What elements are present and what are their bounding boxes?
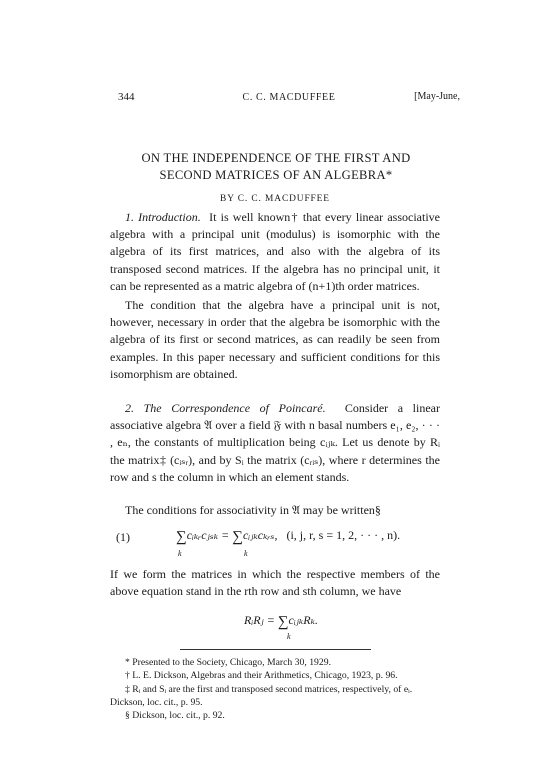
- equation-number: (1): [116, 530, 130, 544]
- paragraph-text: The conditions for associativity in 𝔄 may be written§: [125, 503, 381, 517]
- footnote: * Presented to the Society, Chicago, March 30, 1929.: [125, 657, 331, 668]
- associativity-equation: [176, 528, 400, 546]
- title-line-1: ON THE INDEPENDENCE OF THE FIRST AND: [141, 151, 411, 165]
- section-2-paragraph-1: [110, 400, 440, 486]
- product-equation: [244, 613, 318, 631]
- eq2-rhs: cᵢⱼₖRₖ.: [288, 613, 319, 627]
- eq1-rhs: cᵢⱼₖcₖᵣₛ,: [242, 528, 278, 542]
- sum-index-2: k: [244, 549, 248, 558]
- paragraph-text: It is well known† that every linear associative algebra with a principal unit (modulus) is isomorphic with the algebra of its first matrices, and also with the algebra of its transposed second matrices. If the algebra has no principal unit, it can be represented as a matric algebra of (n+1)th order matrices.: [110, 210, 441, 293]
- sum-symbol: ∑: [277, 614, 289, 630]
- eq2-lhs: RᵢRⱼ =: [244, 613, 275, 627]
- eq1-condition: (i, j, r, s = 1, 2, · · · , n).: [286, 528, 401, 542]
- issue-date: [May-June,: [414, 91, 460, 102]
- eq1-lhs: cᵢₖᵣcⱼₛₖ =: [186, 528, 230, 542]
- title-line-2: SECOND MATRICES OF AN ALGEBRA*: [159, 168, 393, 182]
- footnote: ‡ Rᵢ and Sᵢ are the first and transposed second matrices, respectively, of eᵢ. Dickson, loc. cit., p. 95.: [110, 683, 413, 708]
- section-1-paragraph-2: [110, 297, 440, 383]
- section-2-paragraph-3: [110, 566, 440, 600]
- paragraph-text: Consider a linear associative algebra 𝔄 over a field 𝔉 with n basal numbers e₁, e₂, · · · , eₙ, the constants of multiplication being cᵢⱼₖ. Let us denote by Rᵢ the matrix‡ (cᵢₛᵣ), and by Sᵢ the matrix (cᵣᵢₛ), where r determines the row and s the column in which an element stands.: [110, 401, 440, 484]
- running-header: [118, 91, 460, 105]
- page-number: 344: [118, 91, 135, 103]
- running-author: C. C. MACDUFFEE: [242, 92, 336, 103]
- paragraph-text: The condition that the algebra have a principal unit is not, however, necessary in order that the algebra be isomorphic with the algebra of its first or second matrices, as can readily be seen from examples. In this paper necessary and sufficient conditions for this isomorphism are obtained.: [110, 298, 440, 381]
- section-2-heading: 2. The Correspondence of Poincaré.: [125, 401, 326, 415]
- footnotes: [110, 656, 440, 722]
- sum-symbol: ∑: [232, 529, 243, 545]
- sum-symbol: ∑: [176, 529, 187, 545]
- footnote: § Dickson, loc. cit., p. 92.: [125, 710, 225, 722]
- paragraph-text: If we form the matrices in which the respective members of the above equation stand in the rth row and sth column, we have: [110, 567, 440, 599]
- footnote-divider: [180, 649, 371, 650]
- section-1-paragraph-1: [110, 209, 440, 295]
- footnote: † L. E. Dickson, Algebras and their Arithmetics, Chicago, 1923, p. 96.: [125, 670, 398, 682]
- sum-index-3: k: [287, 632, 291, 641]
- paper-title: [110, 150, 442, 184]
- sum-index-1: k: [178, 549, 182, 558]
- section-2-paragraph-2: [110, 502, 440, 519]
- author-byline: BY C. C. MACDUFFEE: [220, 194, 330, 204]
- section-1-heading: 1. Introduction.: [125, 210, 201, 224]
